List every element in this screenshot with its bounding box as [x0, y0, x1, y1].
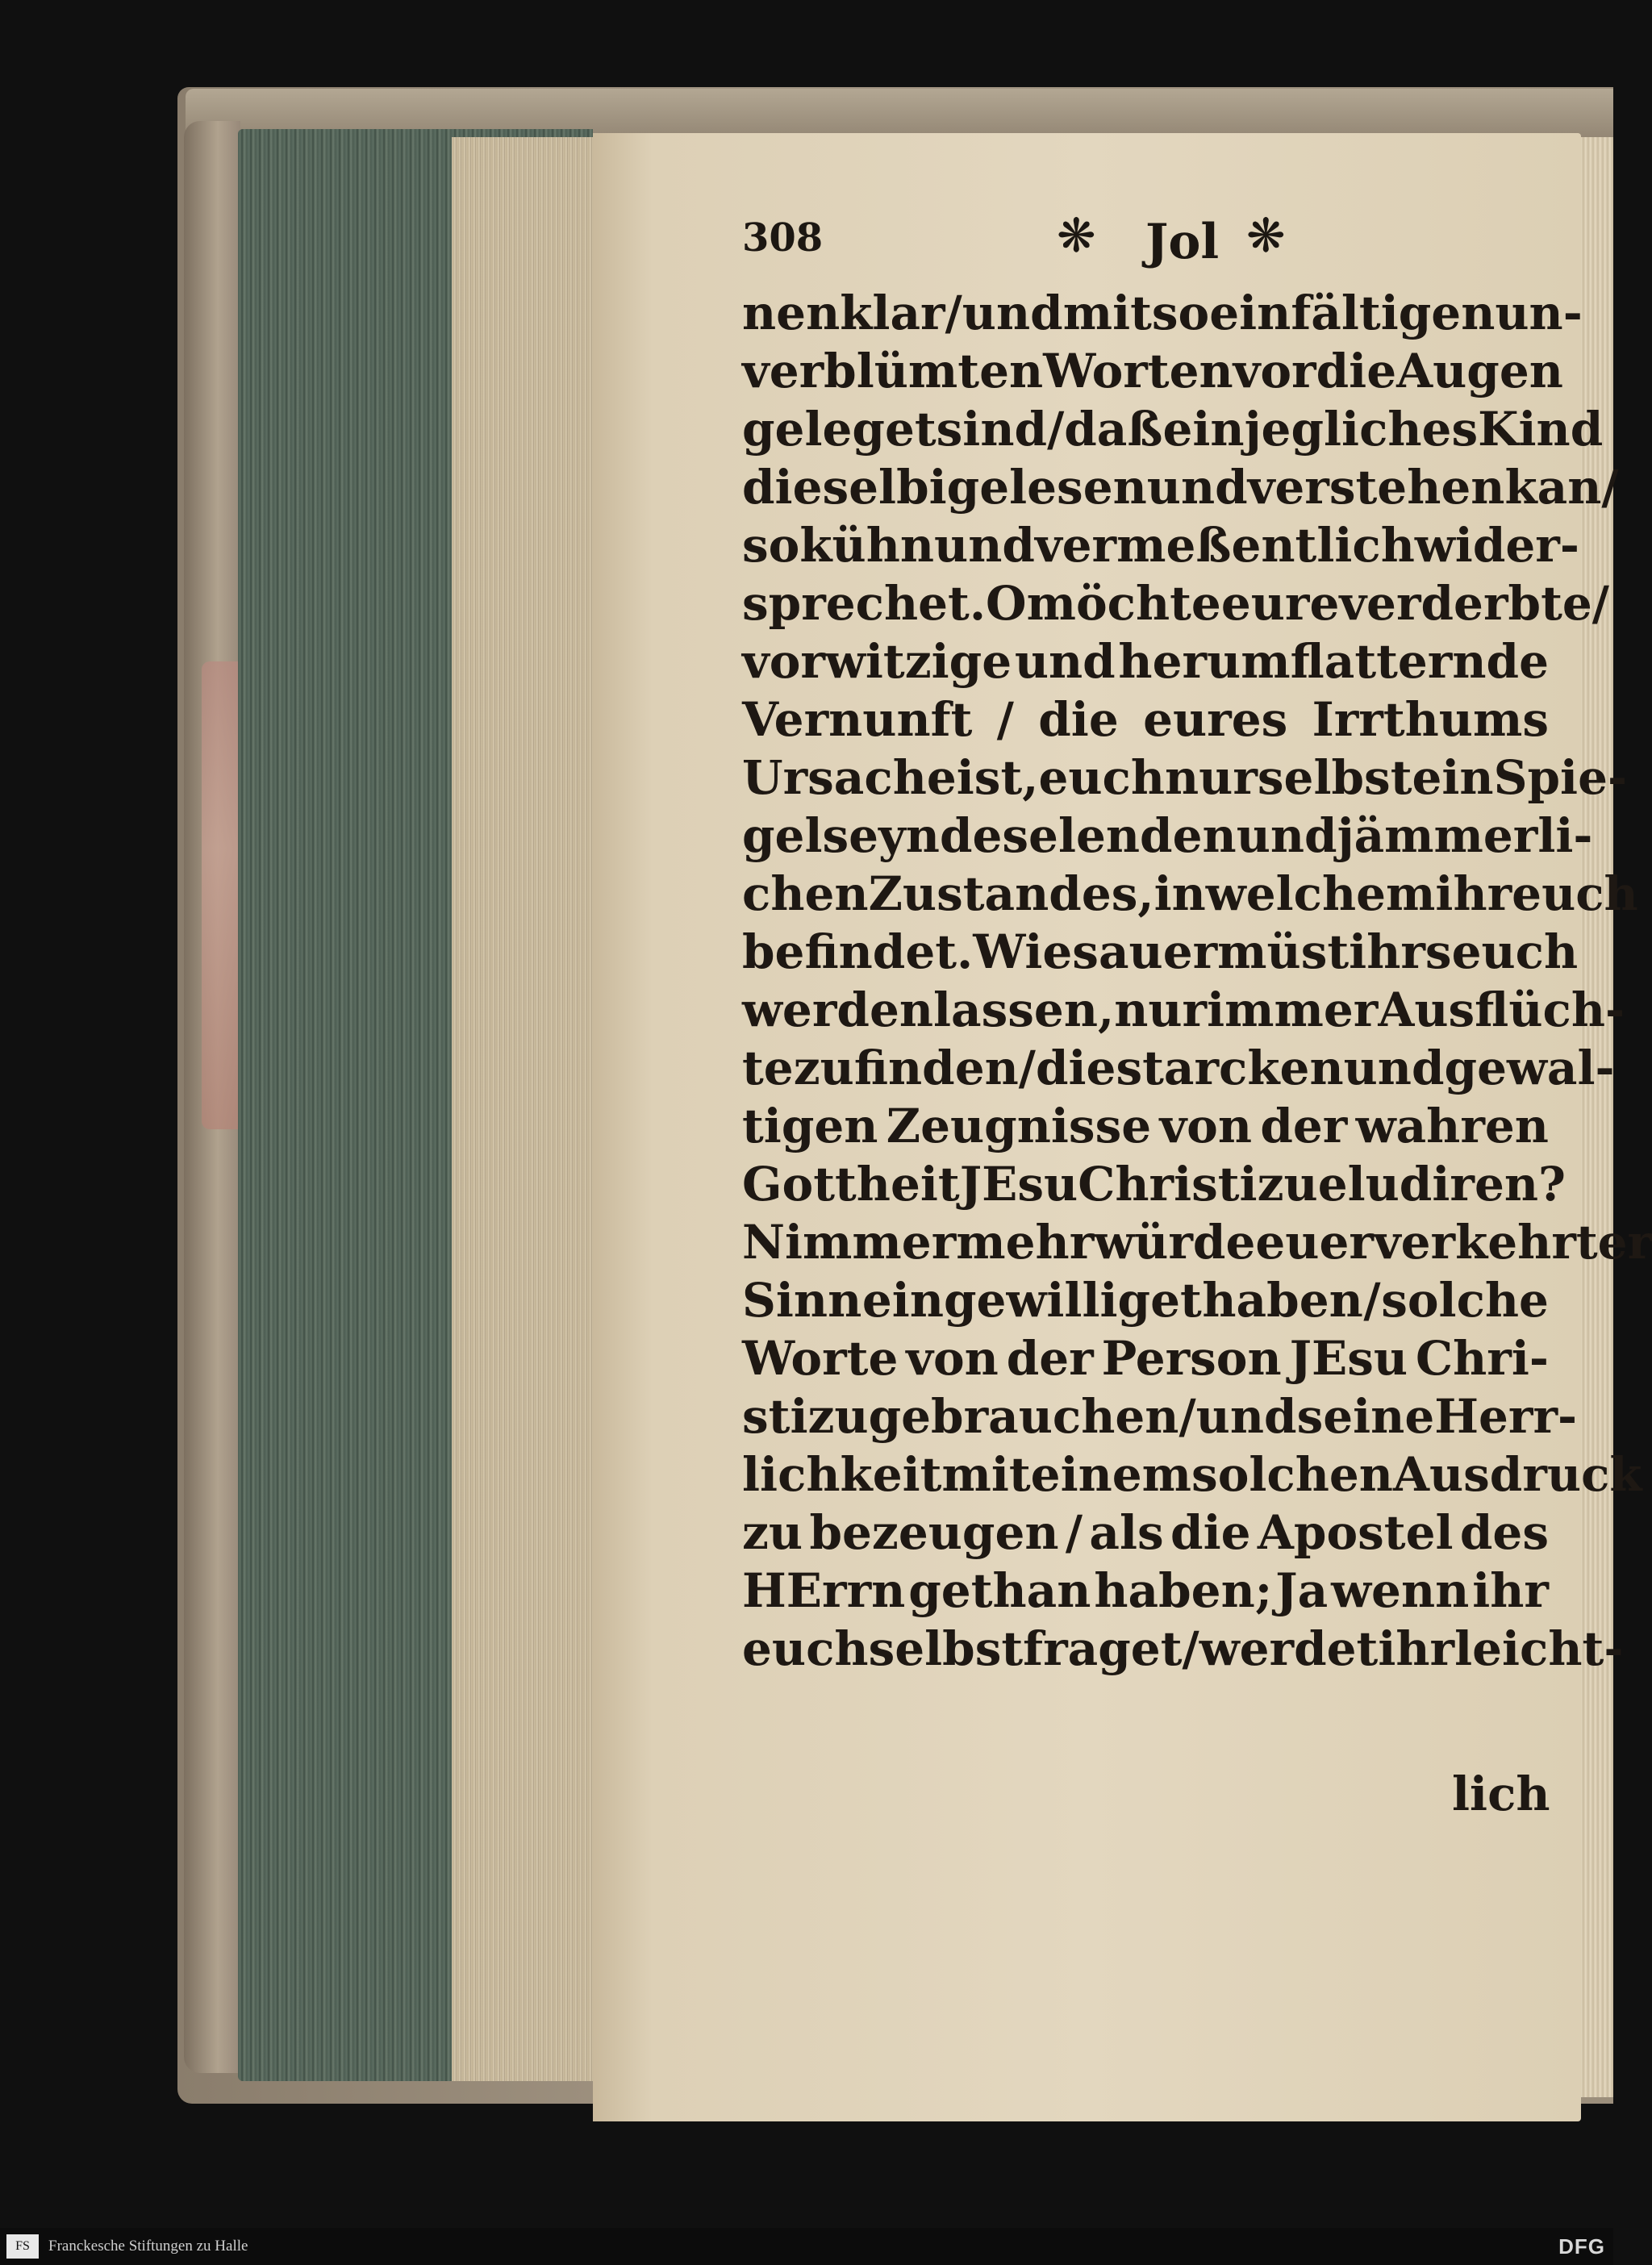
word: die	[1035, 1041, 1116, 1095]
word: Augen	[1396, 344, 1563, 398]
word: wenn	[1331, 1563, 1470, 1618]
word: von	[906, 1331, 999, 1386]
word: starcken	[1116, 1041, 1344, 1095]
word: fraget	[1023, 1621, 1183, 1676]
ornament-left-icon: ❋	[1057, 208, 1096, 263]
text-line	[742, 1271, 1549, 1329]
word: und	[1146, 460, 1248, 515]
text-line	[742, 458, 1619, 516]
word: selbst	[1257, 750, 1412, 805]
word: so	[742, 518, 800, 573]
word: euch	[1038, 750, 1165, 805]
word: sti	[742, 1389, 808, 1444]
word: nenklar	[742, 286, 945, 340]
word: /	[1363, 1273, 1381, 1328]
word: und	[962, 286, 1063, 340]
word: zu	[807, 1389, 869, 1444]
word: te	[742, 1041, 794, 1095]
word: und	[1014, 634, 1116, 689]
word: gebrauchen	[868, 1389, 1179, 1444]
word: ihrs	[1349, 924, 1452, 979]
word: solche	[1381, 1273, 1549, 1328]
text-line	[742, 1620, 1624, 1678]
word: Worten	[1043, 344, 1233, 398]
word: verstehen	[1247, 460, 1505, 515]
word: mit	[1062, 286, 1152, 340]
text-line	[742, 865, 1638, 923]
word: /	[1065, 1505, 1083, 1560]
word: haben	[1202, 1273, 1363, 1328]
word: lichkeit	[742, 1447, 942, 1502]
word: seine	[1296, 1389, 1435, 1444]
word: ist,	[956, 750, 1039, 805]
text-line	[742, 342, 1563, 400]
text-line	[742, 1213, 1652, 1271]
text-line	[742, 574, 1609, 632]
word: möchte	[1026, 576, 1221, 631]
text-line	[742, 1562, 1549, 1620]
ornament-right-icon: ❋	[1246, 208, 1286, 263]
page-block-edge	[452, 137, 597, 2081]
word: gewal-	[1444, 1041, 1615, 1095]
word: zu	[742, 1505, 803, 1560]
footer-bar	[0, 2228, 1613, 2265]
dfg-logo: DFG	[1558, 2234, 1605, 2259]
word: verkehrter	[1373, 1215, 1652, 1270]
word: /	[1182, 1621, 1199, 1676]
word: euch	[742, 1621, 869, 1676]
text-line	[742, 807, 1593, 865]
word: der	[1260, 1099, 1348, 1153]
institution-name: Franckesche Stiftungen zu Halle	[48, 2238, 248, 2255]
word: würde	[1094, 1215, 1256, 1270]
word: verblümten	[742, 344, 1044, 398]
word: Zustandes,	[868, 866, 1154, 921]
word: befindet.	[742, 924, 974, 979]
word: Sinn	[742, 1273, 862, 1328]
word: Ausdruck	[1392, 1447, 1642, 1502]
word: ein	[1412, 750, 1494, 805]
word: eures	[1143, 692, 1288, 747]
text-line	[742, 749, 1628, 807]
word: bezeugen	[809, 1505, 1059, 1560]
word: und	[1343, 1041, 1445, 1095]
word: Vernunft	[742, 692, 973, 747]
word: lassen,	[933, 982, 1115, 1037]
word: daß	[1064, 402, 1163, 457]
word: leicht-	[1454, 1621, 1624, 1676]
word: sauer	[1072, 924, 1218, 979]
text-line	[742, 1329, 1549, 1387]
word: eingewilliget	[861, 1273, 1202, 1328]
catchword: lich	[1452, 1767, 1550, 1821]
text-line	[742, 1097, 1549, 1155]
word: euer	[1255, 1215, 1374, 1270]
word: wahren	[1355, 1099, 1549, 1153]
word: seyn	[822, 808, 940, 863]
word: euch	[1512, 866, 1638, 921]
word: in	[1153, 866, 1206, 921]
word: lesen	[1009, 460, 1147, 515]
word: dieselbige	[742, 460, 1010, 515]
word: Ausflüch-	[1378, 982, 1625, 1037]
word: vor	[1233, 344, 1316, 398]
text-line	[742, 981, 1625, 1039]
body-text	[742, 284, 1652, 1678]
text-line	[742, 1504, 1549, 1562]
word: Worte	[742, 1331, 899, 1386]
word: müst	[1217, 924, 1350, 979]
word: vorwitzige	[742, 634, 1012, 689]
word: solchen	[1191, 1447, 1393, 1502]
text-line	[742, 516, 1579, 574]
text-line	[742, 1155, 1566, 1213]
word: und	[1195, 1389, 1297, 1444]
word: Gottheit	[742, 1157, 960, 1212]
text-line	[742, 1387, 1578, 1445]
word: immer	[1207, 982, 1379, 1037]
word: geleget	[742, 402, 937, 457]
word: euch	[1451, 924, 1579, 979]
word: wider-	[1414, 518, 1579, 573]
word: von	[1159, 1099, 1253, 1153]
word: des	[939, 808, 1029, 863]
word: Irrthums	[1312, 692, 1549, 747]
word: Apostel	[1257, 1505, 1454, 1560]
word: nur	[1114, 982, 1208, 1037]
text-line	[742, 1445, 1642, 1504]
word: und	[1236, 808, 1337, 863]
word: verderbte/	[1339, 576, 1609, 631]
word: Ursache	[742, 750, 957, 805]
word: die	[1170, 1505, 1251, 1560]
text-line	[742, 400, 1604, 458]
institution-logo-icon: FS	[6, 2234, 39, 2259]
word: Person	[1101, 1331, 1282, 1386]
word: un-	[1495, 286, 1583, 340]
word: gel	[742, 808, 823, 863]
word: des	[1459, 1505, 1549, 1560]
text-line	[742, 1039, 1615, 1097]
text-line	[742, 690, 1549, 749]
word: haben;	[1094, 1563, 1273, 1618]
word: die	[1316, 344, 1397, 398]
word: als	[1089, 1505, 1164, 1560]
word: /	[996, 692, 1014, 747]
word: JEsu	[959, 1157, 1078, 1212]
word: Nimmermehr	[742, 1215, 1095, 1270]
word: jämmerli-	[1337, 808, 1593, 863]
word: zu	[793, 1041, 854, 1095]
word: ihr	[1472, 1563, 1549, 1618]
page-number: 308	[742, 215, 824, 261]
text-line	[742, 284, 1583, 342]
word: /	[1047, 402, 1065, 457]
word: Herr-	[1434, 1389, 1578, 1444]
word: nur	[1165, 750, 1258, 805]
word: eure	[1220, 576, 1340, 631]
word: sprechet.	[742, 576, 987, 631]
running-title: Jol	[1145, 214, 1220, 270]
word: werden	[742, 982, 934, 1037]
word: finden/	[853, 1041, 1036, 1095]
word: herumflatternde	[1118, 634, 1549, 689]
word: werdet	[1199, 1621, 1379, 1676]
word: selbst	[868, 1621, 1024, 1676]
word: O	[986, 576, 1027, 631]
word: Christi	[1078, 1157, 1258, 1212]
word: chen	[742, 866, 869, 921]
word: die	[1038, 692, 1119, 747]
word: ihr	[1378, 1621, 1455, 1676]
word: zu	[1257, 1157, 1318, 1212]
word: Zeugnisse	[886, 1099, 1152, 1153]
word: Ja	[1275, 1563, 1329, 1618]
word: vermeßentlich	[1034, 518, 1415, 573]
word: elenden	[1028, 808, 1237, 863]
text-line	[742, 632, 1549, 690]
word: Wie	[973, 924, 1073, 979]
word: Spie-	[1493, 750, 1628, 805]
word: so	[1151, 286, 1210, 340]
word: einem	[1030, 1447, 1192, 1502]
running-head	[742, 206, 1549, 278]
word: /	[1179, 1389, 1196, 1444]
word: ein	[1162, 402, 1245, 457]
word: kühn	[799, 518, 935, 573]
word: HErrn	[742, 1563, 906, 1618]
text-line	[742, 923, 1579, 981]
word: und	[934, 518, 1035, 573]
word: eludiren?	[1317, 1157, 1566, 1212]
word: /	[945, 286, 962, 340]
word: Kind	[1478, 402, 1604, 457]
word: einfältigen	[1209, 286, 1496, 340]
word: welchem	[1205, 866, 1436, 921]
word: kan/	[1504, 460, 1619, 515]
word: der	[1006, 1331, 1094, 1386]
word: sind	[936, 402, 1048, 457]
word: gethan	[908, 1563, 1091, 1618]
word: JEsu	[1289, 1331, 1408, 1386]
word: jegliches	[1244, 402, 1479, 457]
word: ihr	[1435, 866, 1512, 921]
word: Chri-	[1415, 1331, 1549, 1386]
word: tigen	[742, 1099, 878, 1153]
word: mit	[941, 1447, 1031, 1502]
